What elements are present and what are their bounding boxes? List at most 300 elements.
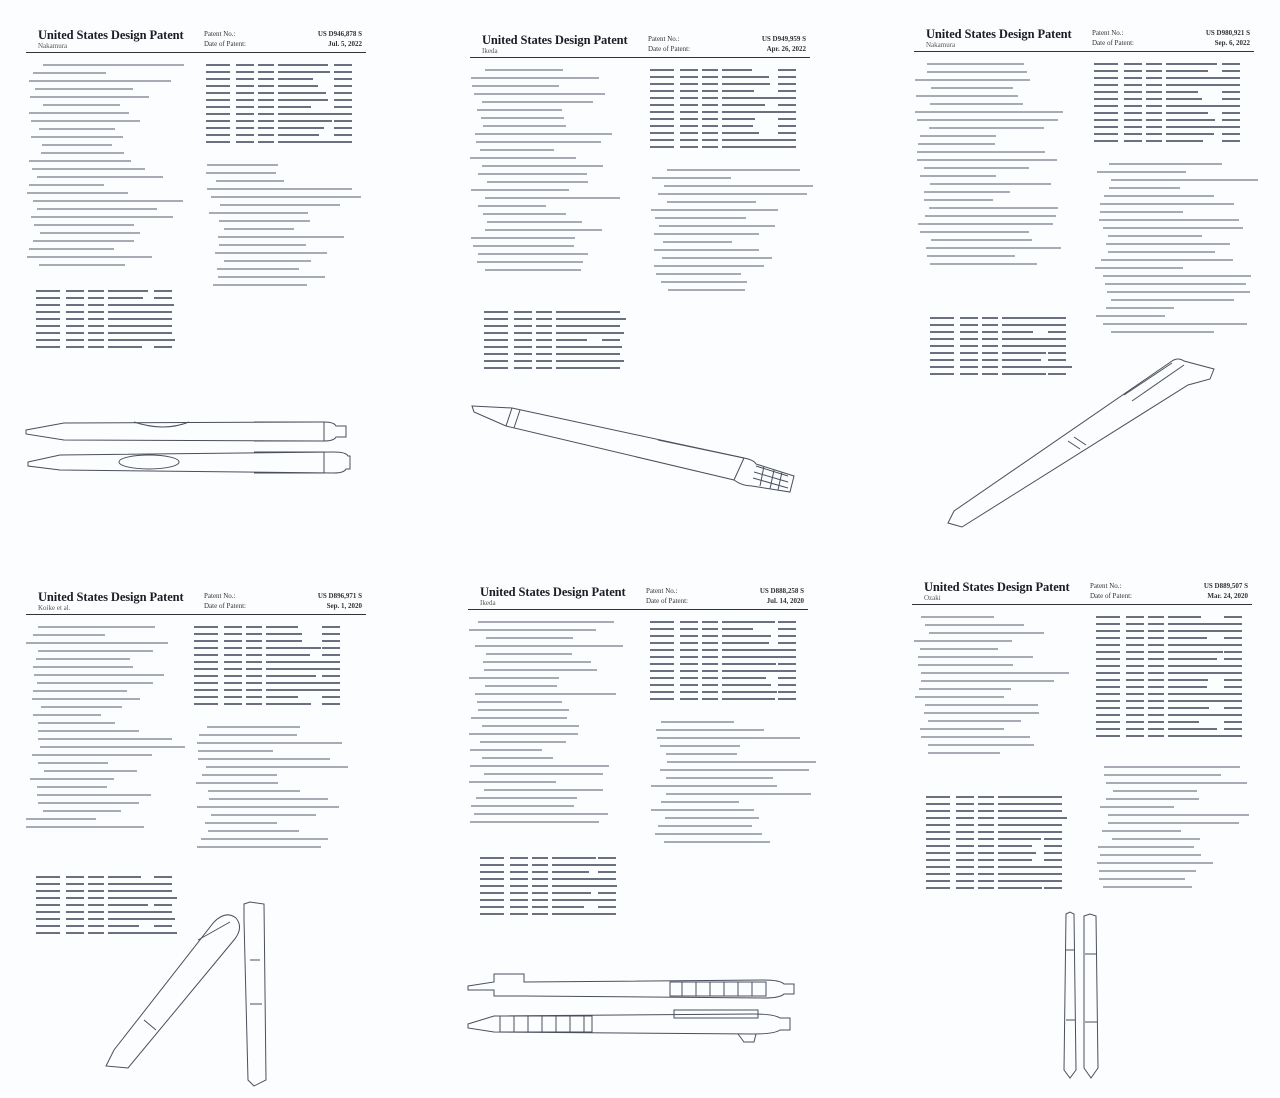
table-cell	[778, 111, 796, 113]
table-cell	[258, 99, 274, 101]
table-cell	[1096, 637, 1120, 639]
table-cell	[1094, 112, 1118, 114]
table-cell	[66, 318, 84, 320]
table-cell	[154, 290, 172, 292]
text-line	[931, 87, 1013, 89]
table-cell	[552, 857, 596, 859]
table-cell	[778, 642, 796, 644]
table-cell	[960, 331, 978, 333]
table-cell	[680, 104, 698, 106]
table-cell	[536, 325, 552, 327]
table-cell	[926, 817, 950, 819]
table-cell	[978, 796, 994, 798]
table-cell	[1096, 644, 1120, 646]
text-line	[921, 616, 994, 618]
table-cell	[702, 621, 718, 623]
table-cell	[722, 125, 753, 127]
table-cell	[322, 682, 340, 684]
table-cell	[484, 360, 508, 362]
table-cell	[510, 871, 528, 873]
table-cell	[236, 99, 254, 101]
patent-date: Jul. 14, 2020	[766, 597, 804, 605]
table-cell	[956, 880, 974, 882]
table-cell	[1094, 105, 1118, 107]
table-cell	[926, 852, 950, 854]
text-line	[43, 810, 121, 812]
table-cell	[108, 325, 156, 327]
table-cell	[66, 890, 84, 892]
table-cell	[108, 290, 148, 292]
table-cell	[88, 332, 104, 334]
table-cell	[1126, 679, 1144, 681]
text-line	[924, 712, 1039, 714]
table-cell	[702, 104, 718, 106]
table-cell	[206, 127, 230, 129]
table-cell	[206, 85, 230, 87]
header-rule	[468, 609, 808, 610]
table-cell	[334, 71, 352, 73]
table-cell	[224, 640, 242, 642]
table-cell	[998, 803, 1044, 805]
table-cell	[322, 703, 340, 705]
text-line	[1103, 227, 1243, 229]
table-cell	[722, 663, 776, 665]
text-line	[44, 770, 137, 772]
table-cell	[956, 810, 974, 812]
table-cell	[36, 876, 60, 878]
table-cell	[926, 810, 950, 812]
table-cell	[1044, 852, 1062, 854]
table-cell	[1096, 714, 1120, 716]
table-cell	[278, 134, 319, 136]
table-cell	[1166, 98, 1202, 100]
text-line	[38, 650, 153, 652]
table-cell	[552, 906, 584, 908]
table-cell	[1166, 133, 1214, 135]
table-cell	[702, 642, 718, 644]
text-line	[1105, 283, 1246, 285]
patent-inventor: Ikeda	[482, 47, 498, 55]
table-cell	[1096, 679, 1120, 681]
table-cell	[930, 345, 954, 347]
table-cell	[702, 635, 718, 637]
table-cell	[484, 325, 508, 327]
text-line	[920, 135, 996, 137]
text-line	[27, 192, 128, 194]
table-cell	[108, 297, 143, 299]
text-line	[924, 199, 993, 201]
header-rule	[912, 604, 1252, 605]
table-cell	[536, 367, 552, 369]
table-cell	[650, 621, 674, 623]
table-cell	[1224, 693, 1242, 695]
table-cell	[650, 649, 674, 651]
text-line	[482, 725, 579, 727]
table-cell	[480, 892, 504, 894]
table-cell	[998, 845, 1032, 847]
table-cell	[334, 64, 352, 66]
table-cell	[1224, 658, 1242, 660]
table-cell	[206, 71, 230, 73]
table-cell	[1148, 623, 1164, 625]
table-cell	[1094, 140, 1118, 142]
table-cell	[1044, 831, 1062, 833]
text-line	[38, 722, 115, 724]
text-line	[208, 830, 299, 832]
text-line	[657, 737, 800, 739]
text-line	[31, 120, 140, 122]
text-line	[32, 698, 140, 700]
text-line	[654, 249, 759, 251]
table-cell	[536, 332, 552, 334]
table-cell	[650, 90, 674, 92]
table-cell	[1148, 686, 1164, 688]
table-cell	[266, 668, 324, 670]
table-cell	[1224, 623, 1242, 625]
table-cell	[1166, 70, 1208, 72]
text-line	[43, 104, 120, 106]
table-cell	[88, 883, 104, 885]
table-cell	[702, 125, 718, 127]
table-cell	[1148, 616, 1164, 618]
table-cell	[88, 911, 104, 913]
table-cell	[88, 325, 104, 327]
table-cell	[36, 932, 60, 934]
table-cell	[1094, 126, 1118, 128]
table-cell	[266, 654, 310, 656]
patent-inventor: Ikeda	[480, 599, 496, 607]
text-line	[660, 769, 809, 771]
table-cell	[1126, 658, 1144, 660]
table-cell	[66, 925, 84, 927]
table-cell	[930, 338, 954, 340]
table-cell	[334, 141, 352, 143]
text-line	[213, 284, 307, 286]
text-line	[656, 273, 741, 275]
table-cell	[258, 64, 274, 66]
table-cell	[246, 647, 262, 649]
text-line	[37, 176, 163, 178]
table-cell	[650, 677, 674, 679]
text-line	[924, 167, 1029, 169]
text-line	[925, 624, 1024, 626]
text-line	[37, 208, 157, 210]
table-cell	[1126, 707, 1144, 709]
table-cell	[702, 111, 718, 113]
table-cell	[1168, 679, 1208, 681]
table-cell	[1002, 352, 1046, 354]
table-cell	[602, 332, 620, 334]
text-line	[33, 634, 105, 636]
table-cell	[1146, 133, 1162, 135]
table-cell	[1166, 77, 1228, 79]
text-line	[1103, 886, 1192, 888]
table-cell	[778, 691, 796, 693]
text-line	[29, 160, 131, 162]
table-cell	[778, 139, 796, 141]
table-cell	[598, 913, 616, 915]
text-line	[921, 672, 1069, 674]
table-cell	[1126, 630, 1144, 632]
text-line	[1108, 814, 1249, 816]
table-cell	[334, 92, 352, 94]
table-cell	[1168, 721, 1199, 723]
text-line	[1106, 798, 1199, 800]
text-line	[37, 786, 107, 788]
table-cell	[598, 871, 616, 873]
table-cell	[1044, 824, 1062, 826]
table-cell	[1096, 616, 1120, 618]
text-line	[29, 80, 171, 82]
table-cell	[1096, 658, 1120, 660]
text-line	[929, 207, 1058, 209]
table-cell	[778, 628, 796, 630]
table-cell	[1096, 623, 1120, 625]
text-line	[33, 72, 106, 74]
table-cell	[66, 332, 84, 334]
table-cell	[702, 684, 718, 686]
table-cell	[258, 92, 274, 94]
table-cell	[702, 656, 718, 658]
text-line	[205, 822, 277, 824]
table-cell	[926, 831, 950, 833]
table-cell	[778, 656, 796, 658]
table-cell	[680, 635, 698, 637]
text-line	[480, 741, 566, 743]
table-cell	[36, 346, 60, 348]
table-cell	[532, 864, 548, 866]
table-cell	[1044, 796, 1062, 798]
text-line	[917, 151, 1045, 153]
table-cell	[1148, 665, 1164, 667]
table-cell	[680, 698, 698, 700]
text-line	[1100, 211, 1183, 213]
table-cell	[650, 146, 674, 148]
header-rule	[914, 51, 1254, 52]
table-cell	[978, 817, 994, 819]
table-cell	[978, 845, 994, 847]
table-cell	[1222, 77, 1240, 79]
table-cell	[650, 125, 674, 127]
table-cell	[1124, 105, 1142, 107]
text-line	[927, 63, 1024, 65]
table-cell	[88, 290, 104, 292]
text-line	[925, 215, 1056, 217]
table-cell	[1048, 331, 1066, 333]
text-line	[485, 685, 557, 687]
text-line	[917, 119, 1058, 121]
text-line	[486, 653, 572, 655]
table-cell	[194, 661, 218, 663]
text-line	[199, 734, 297, 736]
table-cell	[680, 656, 698, 658]
text-line	[197, 846, 321, 848]
table-cell	[480, 885, 504, 887]
table-cell	[236, 127, 254, 129]
table-cell	[1146, 105, 1162, 107]
table-cell	[246, 668, 262, 670]
text-line	[478, 205, 546, 207]
table-cell	[556, 353, 607, 355]
table-cell	[1222, 133, 1240, 135]
text-line	[30, 96, 149, 98]
table-cell	[956, 873, 974, 875]
text-line	[487, 221, 582, 223]
table-cell	[278, 64, 328, 66]
table-cell	[702, 663, 718, 665]
table-cell	[532, 899, 548, 901]
table-cell	[1168, 672, 1230, 674]
patent-no-label: Patent No.:	[204, 30, 236, 38]
table-cell	[36, 332, 60, 334]
table-cell	[1222, 112, 1240, 114]
table-cell	[236, 64, 254, 66]
table-cell	[650, 691, 674, 693]
table-cell	[926, 880, 950, 882]
table-cell	[36, 890, 60, 892]
table-cell	[36, 325, 60, 327]
table-cell	[224, 675, 242, 677]
table-cell	[154, 897, 172, 899]
table-cell	[322, 647, 340, 649]
text-line	[478, 173, 587, 175]
table-cell	[1124, 77, 1142, 79]
text-line	[1104, 774, 1221, 776]
table-cell	[1146, 77, 1162, 79]
table-cell	[510, 913, 528, 915]
text-line	[207, 188, 352, 190]
table-cell	[998, 887, 1042, 889]
table-cell	[598, 878, 616, 880]
pen-drawing-6	[1058, 910, 1108, 1082]
table-cell	[602, 346, 620, 348]
table-cell	[88, 925, 104, 927]
table-cell	[224, 633, 242, 635]
table-cell	[1148, 714, 1164, 716]
table-cell	[66, 297, 84, 299]
text-line	[1106, 307, 1174, 309]
text-line	[471, 717, 567, 719]
text-line	[42, 144, 112, 146]
patent-inventor: Nakamura	[38, 42, 68, 50]
table-cell	[334, 120, 352, 122]
table-cell	[722, 691, 777, 693]
table-cell	[246, 689, 262, 691]
table-cell	[154, 297, 172, 299]
text-line	[38, 730, 139, 732]
text-line	[474, 813, 608, 815]
table-cell	[88, 918, 104, 920]
text-line	[925, 704, 1038, 706]
table-cell	[978, 824, 994, 826]
table-cell	[66, 325, 84, 327]
table-cell	[650, 111, 674, 113]
patent-number: US D946,878 S	[317, 30, 362, 38]
table-cell	[536, 339, 552, 341]
text-line	[1097, 862, 1213, 864]
text-line	[38, 802, 139, 804]
table-cell	[154, 325, 172, 327]
table-cell	[1148, 707, 1164, 709]
table-cell	[278, 99, 328, 101]
pen-drawing-1	[24, 410, 354, 480]
table-cell	[66, 290, 84, 292]
text-line	[26, 818, 96, 820]
table-cell	[722, 656, 784, 658]
table-cell	[1048, 352, 1066, 354]
patent-date: Jul. 5, 2022	[328, 40, 362, 48]
table-cell	[926, 866, 950, 868]
table-cell	[680, 684, 698, 686]
patent-number: US D980,921 S	[1205, 29, 1250, 37]
table-cell	[36, 297, 60, 299]
table-cell	[1222, 119, 1240, 121]
table-cell	[1094, 91, 1118, 93]
text-line	[921, 680, 1054, 682]
table-cell	[278, 92, 326, 94]
text-line	[30, 778, 114, 780]
text-line	[654, 233, 759, 235]
table-cell	[224, 654, 242, 656]
table-cell	[722, 132, 759, 134]
table-cell	[978, 803, 994, 805]
table-cell	[278, 71, 330, 73]
table-cell	[1168, 637, 1207, 639]
table-cell	[206, 106, 230, 108]
table-cell	[1146, 112, 1162, 114]
text-line	[929, 127, 1044, 129]
text-line	[1100, 806, 1174, 808]
text-line	[920, 231, 1029, 233]
text-line	[472, 85, 559, 87]
table-cell	[206, 120, 230, 122]
pen-drawing-2	[468, 400, 800, 500]
text-line	[930, 263, 1037, 265]
text-line	[474, 93, 605, 95]
text-line	[43, 64, 184, 66]
text-line	[918, 656, 1033, 658]
table-cell	[258, 120, 274, 122]
table-cell	[224, 703, 242, 705]
table-cell	[236, 78, 254, 80]
table-cell	[680, 132, 698, 134]
table-cell	[702, 83, 718, 85]
table-cell	[236, 106, 254, 108]
text-line	[471, 805, 574, 807]
table-cell	[1168, 616, 1201, 618]
text-line	[1102, 830, 1181, 832]
text-line	[35, 88, 133, 90]
table-cell	[1096, 686, 1120, 688]
text-line	[211, 196, 361, 198]
text-line	[224, 260, 311, 262]
text-line	[476, 797, 577, 799]
table-cell	[722, 621, 775, 623]
table-cell	[266, 647, 321, 649]
table-cell	[510, 878, 528, 880]
table-cell	[206, 113, 230, 115]
table-cell	[702, 670, 718, 672]
table-cell	[1048, 324, 1066, 326]
table-cell	[926, 796, 950, 798]
text-line	[482, 165, 603, 167]
table-cell	[702, 90, 718, 92]
table-cell	[510, 906, 528, 908]
table-cell	[1096, 735, 1120, 737]
table-cell	[278, 141, 339, 143]
table-cell	[926, 859, 950, 861]
text-line	[915, 696, 1004, 698]
